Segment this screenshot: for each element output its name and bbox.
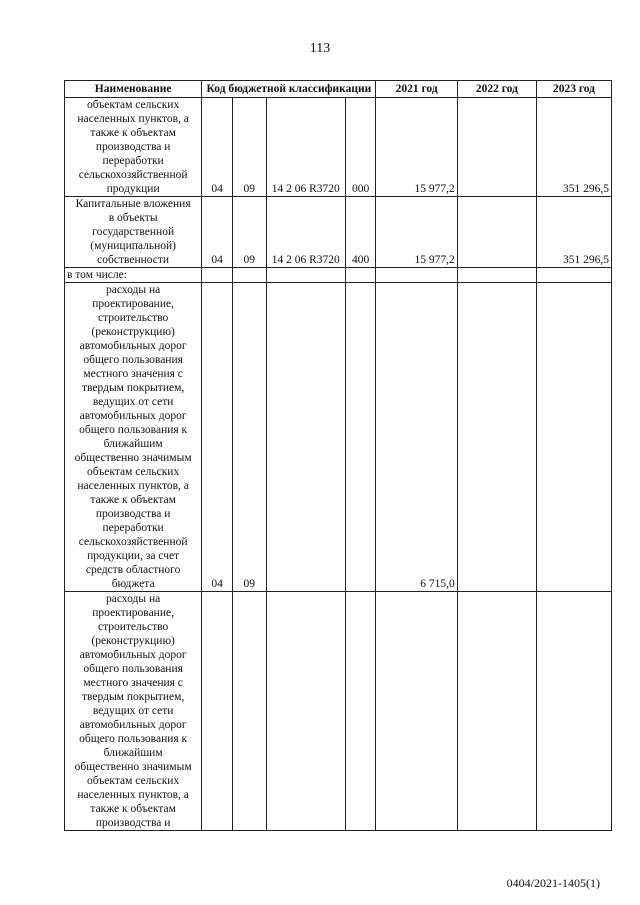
- row-name: в том числе:: [65, 268, 202, 283]
- row-target: [266, 268, 345, 283]
- header-2022: 2022 год: [457, 81, 536, 98]
- row-subsection: 09: [232, 283, 266, 592]
- row-subsection: 09: [232, 98, 266, 197]
- table-row: [65, 283, 612, 592]
- header-2023: 2023 год: [536, 81, 611, 98]
- header-name: Наименование: [65, 81, 202, 98]
- row-name: объектам сельских населенных пунктов, а также к объектам производства и переработки сельскохозяйственной продукции: [65, 98, 202, 197]
- row-2022: [457, 283, 536, 592]
- row-2021: 15 977,2: [376, 197, 457, 268]
- row-2022: [457, 268, 536, 283]
- row-section: 04: [202, 197, 233, 268]
- row-section: 04: [202, 98, 233, 197]
- row-target: 14 2 06 R3720: [266, 98, 345, 197]
- header-code: Код бюджетной классификации: [202, 81, 376, 98]
- row-type: 000: [345, 98, 376, 197]
- row-2023: [536, 283, 611, 592]
- table-row: [65, 268, 612, 283]
- row-section: 04: [202, 283, 233, 592]
- row-2021: 6 715,0: [376, 283, 457, 592]
- page-number: 113: [309, 41, 331, 56]
- row-name: расходы на проектирование, строительство (реконструкцию) автомобильных дорог общего пользования местного значения с твердым покрытием, ведущих от сети автомобильных дорог общего пользования к ближайшим общественно значимым объектам сельских населенных пунктов, а также к объектам производства и: [65, 592, 202, 831]
- row-section: [202, 268, 233, 283]
- row-2021: 15 977,2: [376, 98, 457, 197]
- budget-table: [64, 80, 612, 831]
- document-code: 0404/2021-1405(1): [506, 876, 600, 890]
- row-2023: [536, 268, 611, 283]
- row-name: расходы на проектирование, строительство (реконструкцию) автомобильных дорог общего пользования местного значения с твердым покрытием, ведущих от сети автомобильных дорог общего пользования к ближайшим общественно значимым объектам сельских населенных пунктов, а также к объектам производства и переработки сельскохозяйственной продукции, за счет средств областного бюджета: [65, 283, 202, 592]
- row-subsection: 09: [232, 197, 266, 268]
- row-2023: 351 296,5: [536, 98, 611, 197]
- row-type: [345, 283, 376, 592]
- row-2022: [457, 98, 536, 197]
- row-2021: [376, 592, 457, 831]
- row-type: [345, 592, 376, 831]
- table-row: [65, 98, 612, 197]
- row-subsection: [232, 592, 266, 831]
- row-target: 14 2 06 R3720: [266, 197, 345, 268]
- row-section: [202, 592, 233, 831]
- table-row: [65, 197, 612, 268]
- row-2023: [536, 592, 611, 831]
- table-header-row: [65, 81, 612, 98]
- row-type: [345, 268, 376, 283]
- row-target: [266, 283, 345, 592]
- row-subsection: [232, 268, 266, 283]
- header-2021: 2021 год: [376, 81, 457, 98]
- row-2021: [376, 268, 457, 283]
- table-row: [65, 592, 612, 831]
- row-2022: [457, 197, 536, 268]
- row-2022: [457, 592, 536, 831]
- row-2023: 351 296,5: [536, 197, 611, 268]
- row-name: Капитальные вложения в объекты государственной (муниципальной) собственности: [65, 197, 202, 268]
- row-target: [266, 592, 345, 831]
- row-type: 400: [345, 197, 376, 268]
